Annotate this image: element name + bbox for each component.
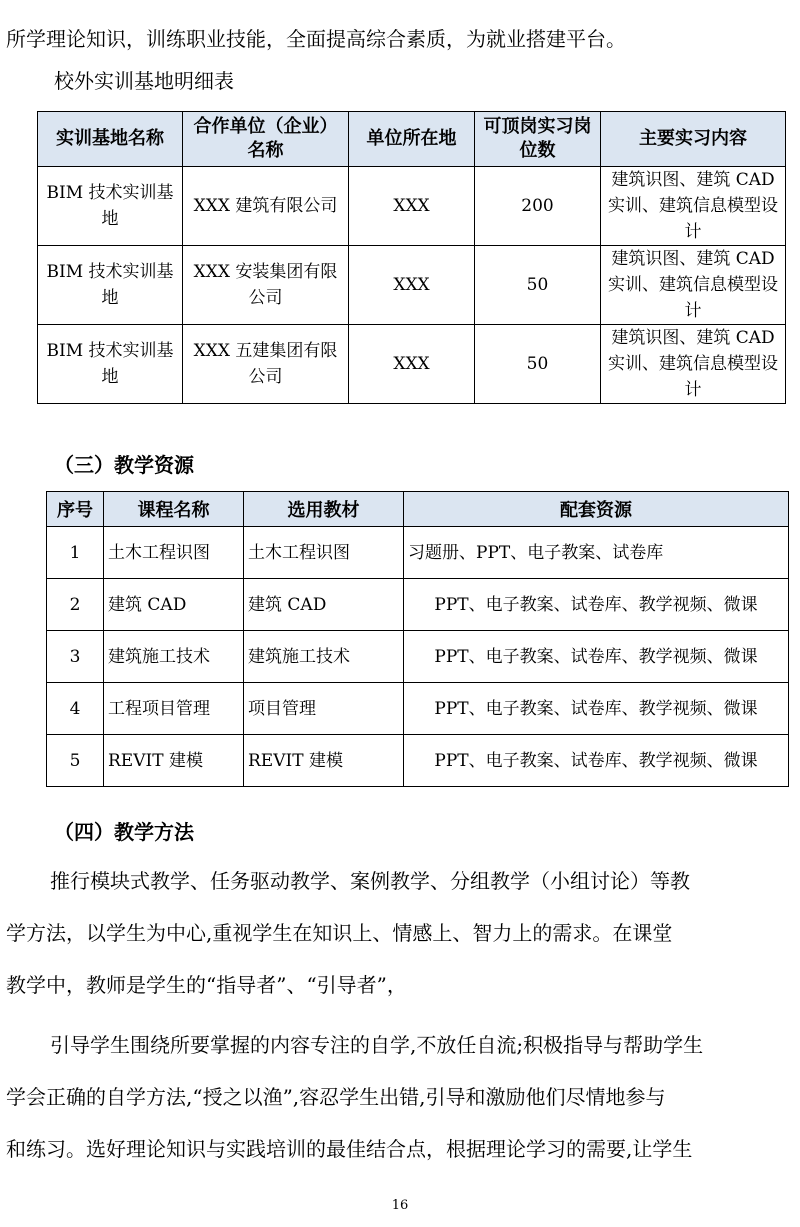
table-cell: PPT、电子教案、试卷库、教学视频、微课 xyxy=(404,683,789,735)
teaching-resources-table xyxy=(46,491,789,787)
column-header: 配套资源 xyxy=(404,492,789,527)
paragraph-line: 推行模块式教学、任务驱动教学、案例教学、分组教学（小组讨论）等教 xyxy=(50,869,690,893)
table-cell: 建筑识图、建筑 CAD 实训、建筑信息模型设计 xyxy=(601,246,786,325)
table-row xyxy=(38,325,786,404)
paragraph-line: 和练习。选好理论知识与实践培训的最佳结合点，根据理论学习的需要,让学生 xyxy=(6,1137,693,1161)
table-header-row xyxy=(47,492,789,527)
column-header: 选用教材 xyxy=(244,492,404,527)
table-cell: BIM 技术实训基地 xyxy=(38,325,183,404)
table-cell: 项目管理 xyxy=(244,683,404,735)
table-cell: PPT、电子教案、试卷库、教学视频、微课 xyxy=(404,735,789,787)
table-cell: XXX 建筑有限公司 xyxy=(183,167,349,246)
table-row xyxy=(47,683,789,735)
table-cell: PPT、电子教案、试卷库、教学视频、微课 xyxy=(404,631,789,683)
table-cell: 建筑识图、建筑 CAD 实训、建筑信息模型设计 xyxy=(601,325,786,404)
table-cell: BIM 技术实训基地 xyxy=(38,167,183,246)
table-cell: 土木工程识图 xyxy=(104,527,244,579)
paragraph-line: 教学中，教师是学生的“指导者”、“引导者”， xyxy=(6,973,407,997)
column-header: 可顶岗实习岗位数 xyxy=(475,112,601,167)
table-cell: 建筑 CAD xyxy=(244,579,404,631)
table-row xyxy=(38,246,786,325)
table-cell: 200 xyxy=(475,167,601,246)
column-header: 单位所在地 xyxy=(349,112,475,167)
column-header: 合作单位（企业）名称 xyxy=(183,112,349,167)
intro-line: 所学理论知识，训练职业技能，全面提高综合素质，为就业搭建平台。 xyxy=(6,27,626,51)
section-heading-resources: （三）教学资源 xyxy=(54,453,194,477)
table-cell: 建筑施工技术 xyxy=(244,631,404,683)
column-header: 主要实习内容 xyxy=(601,112,786,167)
table-cell: 5 xyxy=(47,735,104,787)
table-cell: XXX xyxy=(349,167,475,246)
table-row xyxy=(47,527,789,579)
table-cell: 土木工程识图 xyxy=(244,527,404,579)
table-row xyxy=(47,579,789,631)
table-cell: 2 xyxy=(47,579,104,631)
table1-caption: 校外实训基地明细表 xyxy=(54,69,234,93)
paragraph-line: 学会正确的自学方法,“授之以渔”,容忍学生出错,引导和激励他们尽情地参与 xyxy=(6,1085,666,1109)
column-header: 序号 xyxy=(47,492,104,527)
table-header-row xyxy=(38,112,786,167)
table-cell: 工程项目管理 xyxy=(104,683,244,735)
table-row xyxy=(38,167,786,246)
table-cell: BIM 技术实训基地 xyxy=(38,246,183,325)
table-cell: REVIT 建模 xyxy=(244,735,404,787)
table-cell: 建筑识图、建筑 CAD 实训、建筑信息模型设计 xyxy=(601,167,786,246)
table-cell: 建筑施工技术 xyxy=(104,631,244,683)
table-row xyxy=(47,631,789,683)
section-heading-methods: （四）教学方法 xyxy=(54,820,194,844)
column-header: 课程名称 xyxy=(104,492,244,527)
column-header: 实训基地名称 xyxy=(38,112,183,167)
table-row xyxy=(47,735,789,787)
table-cell: XXX 五建集团有限公司 xyxy=(183,325,349,404)
table-cell: PPT、电子教案、试卷库、教学视频、微课 xyxy=(404,579,789,631)
paragraph-line: 学方法，以学生为中心,重视学生在知识上、情感上、智力上的需求。在课堂 xyxy=(6,921,673,945)
table-cell: REVIT 建模 xyxy=(104,735,244,787)
table-cell: XXX 安装集团有限公司 xyxy=(183,246,349,325)
table-cell: 50 xyxy=(475,246,601,325)
paragraph-line: 引导学生围绕所要掌握的内容专注的自学,不放任自流;积极指导与帮助学生 xyxy=(50,1033,704,1057)
table-cell: 50 xyxy=(475,325,601,404)
table-cell: XXX xyxy=(349,325,475,404)
table-cell: 3 xyxy=(47,631,104,683)
table-cell: 4 xyxy=(47,683,104,735)
table-cell: XXX xyxy=(349,246,475,325)
table-cell: 习题册、PPT、电子教案、试卷库 xyxy=(404,527,789,579)
table-cell: 建筑 CAD xyxy=(104,579,244,631)
table-cell: 1 xyxy=(47,527,104,579)
base-details-table xyxy=(37,111,786,404)
page-number: 16 xyxy=(391,1198,409,1213)
